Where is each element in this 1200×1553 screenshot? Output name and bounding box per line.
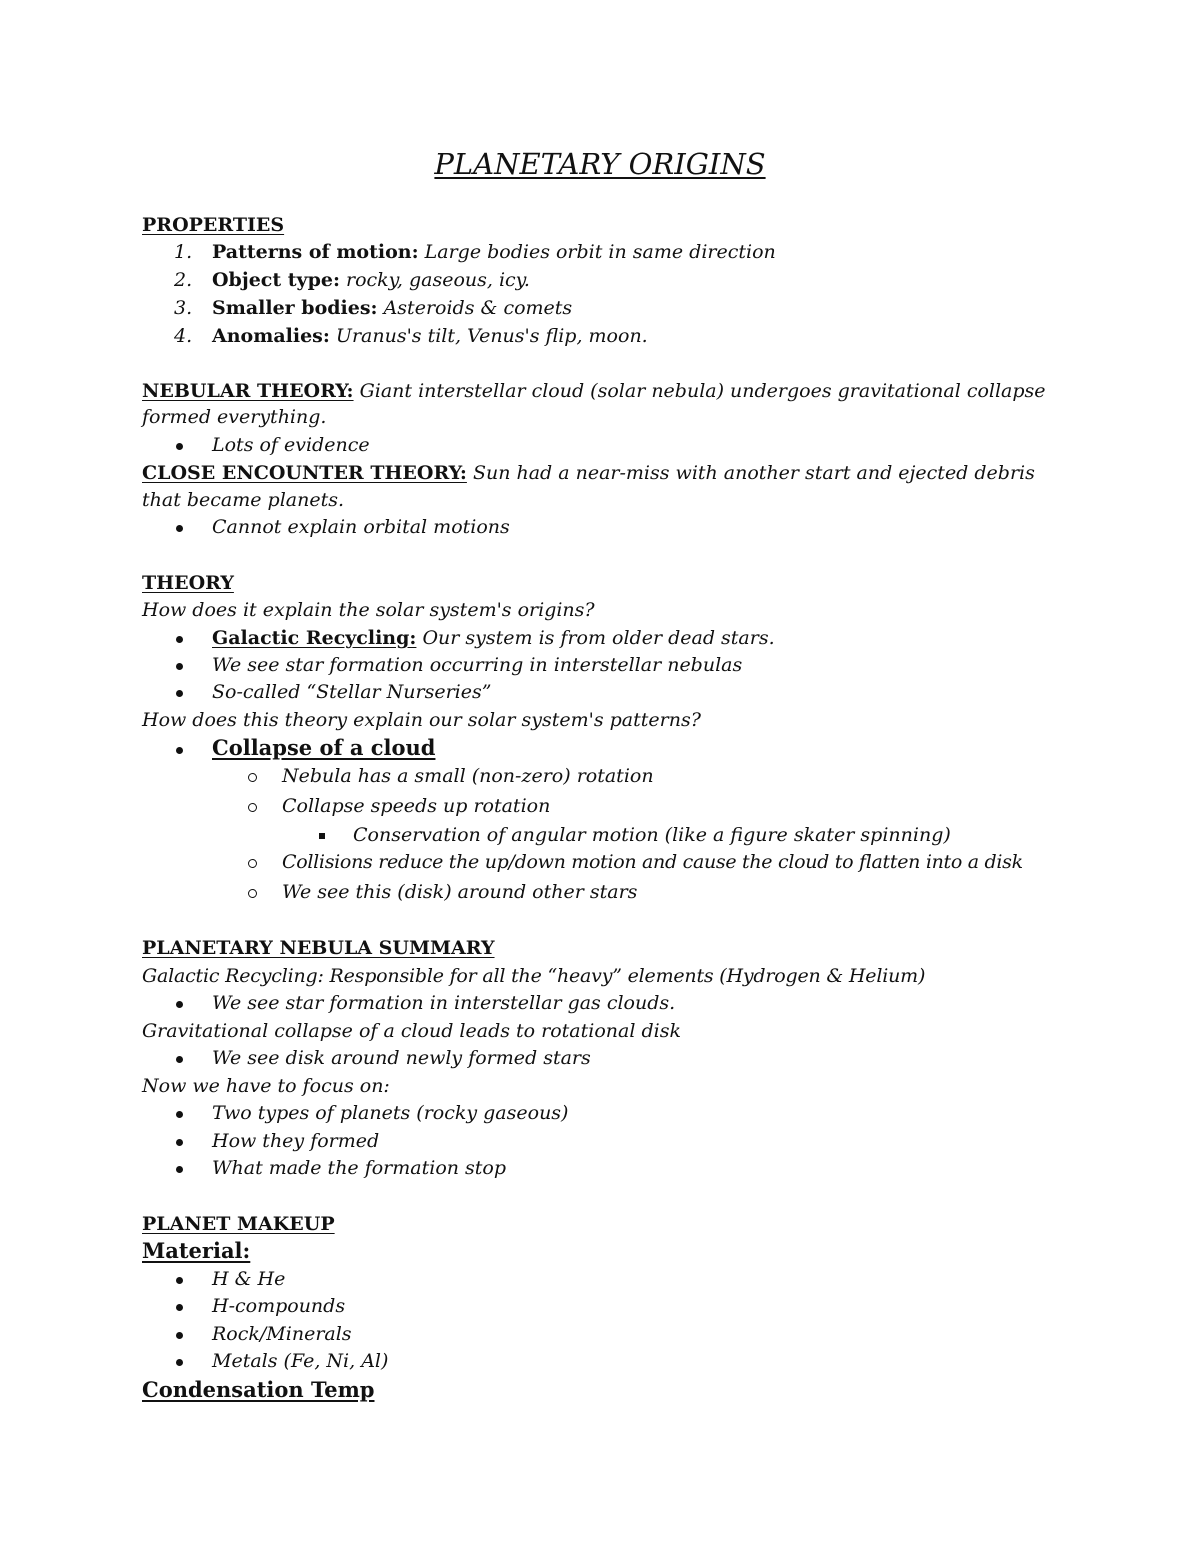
nebular-theory-line	[142, 379, 1046, 403]
list-item	[142, 324, 1042, 348]
bullet-item	[142, 626, 942, 650]
bullet-item	[142, 736, 942, 760]
sub-bullet-text: Collapse speeds up rotation	[282, 795, 551, 817]
bullet-icon	[176, 525, 183, 532]
item-text: Asteroids & comets	[377, 297, 573, 319]
bullet-item	[142, 1294, 942, 1318]
material-label: Material:	[142, 1238, 251, 1263]
properties-heading: PROPERTIES	[142, 214, 285, 236]
bullet-text: Two types of planets (rocky gaseous)	[212, 1102, 569, 1124]
item-text: Large bodies orbit in same direction	[418, 241, 776, 263]
bullet-item	[142, 653, 942, 677]
sub-bullet-text: Collisions reduce the up/down motion and cause the cloud to flatten into a disk	[282, 851, 1023, 873]
close-encounter-text: Sun had a near-miss with another start and ejected debris	[466, 462, 1035, 484]
galactic-recycling-text: Our system is from older dead stars.	[416, 627, 775, 649]
collapse-of-cloud-label: Collapse of a cloud	[212, 735, 436, 760]
list-number: 4.	[174, 325, 193, 347]
bullet-icon	[176, 1111, 183, 1118]
bullet-text: How they formed	[212, 1130, 380, 1152]
page-title: PLANETARY ORIGINS	[434, 147, 766, 181]
close-encounter-line	[142, 461, 1035, 485]
bullet-item	[142, 991, 942, 1015]
galactic-recycling-label: Galactic Recycling:	[212, 627, 417, 649]
bullet-icon	[176, 747, 183, 754]
bullet-item	[142, 515, 942, 539]
square-bullet-icon	[319, 833, 325, 839]
bullet-icon	[176, 1332, 183, 1339]
list-number: 2.	[174, 269, 193, 291]
list-item	[142, 268, 1042, 292]
bullet-text: So-called “Stellar Nurseries”	[212, 681, 492, 703]
sub-sub-bullet-item	[142, 823, 1022, 847]
bullet-text: We see disk around newly formed stars	[212, 1047, 591, 1069]
circle-bullet-icon	[248, 889, 257, 898]
item-text: Uranus's tilt, Venus's flip, moon.	[329, 325, 648, 347]
item-label: Anomalies:	[212, 325, 330, 347]
circle-bullet-icon	[248, 773, 257, 782]
bullet-icon	[176, 636, 183, 643]
close-encounter-text-cont: that became planets.	[142, 489, 345, 511]
list-item	[142, 240, 1042, 264]
circle-bullet-icon	[248, 803, 257, 812]
bullet-item	[142, 680, 942, 704]
sub-bullet-item	[142, 880, 1022, 904]
theory-heading: THEORY	[142, 572, 234, 594]
makeup-heading: PLANET MAKEUP	[142, 1213, 335, 1235]
bullet-text: Cannot explain orbital motions	[212, 516, 510, 538]
bullet-text: What made the formation stop	[212, 1157, 507, 1179]
bullet-item	[142, 1156, 942, 1180]
bullet-item	[142, 433, 942, 457]
bullet-text: Rock/Minerals	[212, 1323, 352, 1345]
sub-sub-bullet-text: Conservation of angular motion (like a figure skater spinning)	[353, 824, 951, 846]
item-label: Object type:	[212, 269, 340, 291]
bullet-item	[142, 1101, 942, 1125]
sub-bullet-item	[142, 850, 1052, 874]
bullet-icon	[176, 1277, 183, 1284]
item-label: Smaller bodies:	[212, 297, 378, 319]
nebular-theory-text: Giant interstellar cloud (solar nebula) undergoes gravitational collapse	[353, 380, 1046, 402]
list-item	[142, 296, 1042, 320]
bullet-text: Metals (Fe, Ni, Al)	[212, 1350, 389, 1372]
list-number: 1.	[174, 241, 193, 263]
item-text: rocky, gaseous, icy.	[339, 269, 530, 291]
nebular-theory-heading: NEBULAR THEORY:	[142, 380, 354, 402]
bullet-item	[142, 1322, 942, 1346]
close-encounter-heading: CLOSE ENCOUNTER THEORY:	[142, 462, 467, 484]
bullet-icon	[176, 690, 183, 697]
sub-bullet-text: Nebula has a small (non-zero) rotation	[282, 765, 654, 787]
condensation-temp-label: Condensation Temp	[142, 1377, 375, 1402]
bullet-item	[142, 1046, 942, 1070]
bullet-item	[142, 1267, 942, 1291]
bullet-icon	[176, 443, 183, 450]
nebular-theory-text-cont: formed everything.	[142, 406, 327, 428]
bullet-text: We see star formation occurring in interstellar nebulas	[212, 654, 743, 676]
bullet-icon	[176, 1139, 183, 1146]
bullet-text: Lots of evidence	[212, 434, 370, 456]
circle-bullet-icon	[248, 859, 257, 868]
theory-question-1: How does it explain the solar system's origins?	[142, 599, 595, 621]
bullet-item	[142, 1129, 942, 1153]
theory-question-2: How does this theory explain our solar system's patterns?	[142, 709, 701, 731]
bullet-icon	[176, 1056, 183, 1063]
bullet-icon	[176, 1001, 183, 1008]
sub-bullet-item	[142, 764, 1022, 788]
bullet-text: H-compounds	[212, 1295, 346, 1317]
summary-line: Now we have to focus on:	[142, 1075, 390, 1097]
sub-bullet-item	[142, 794, 1022, 818]
bullet-icon	[176, 663, 183, 670]
item-label: Patterns of motion:	[212, 241, 419, 263]
summary-line: Gravitational collapse of a cloud leads to rotational disk	[142, 1020, 681, 1042]
summary-heading: PLANETARY NEBULA SUMMARY	[142, 937, 495, 959]
bullet-icon	[176, 1166, 183, 1173]
summary-line: Galactic Recycling: Responsible for all the “heavy” elements (Hydrogen & Helium)	[142, 965, 926, 987]
list-number: 3.	[174, 297, 193, 319]
bullet-item	[142, 1349, 942, 1373]
bullet-text: H & He	[212, 1268, 286, 1290]
bullet-text: We see star formation in interstellar gas clouds.	[212, 992, 676, 1014]
bullet-icon	[176, 1359, 183, 1366]
sub-bullet-text: We see this (disk) around other stars	[282, 881, 638, 903]
bullet-icon	[176, 1304, 183, 1311]
